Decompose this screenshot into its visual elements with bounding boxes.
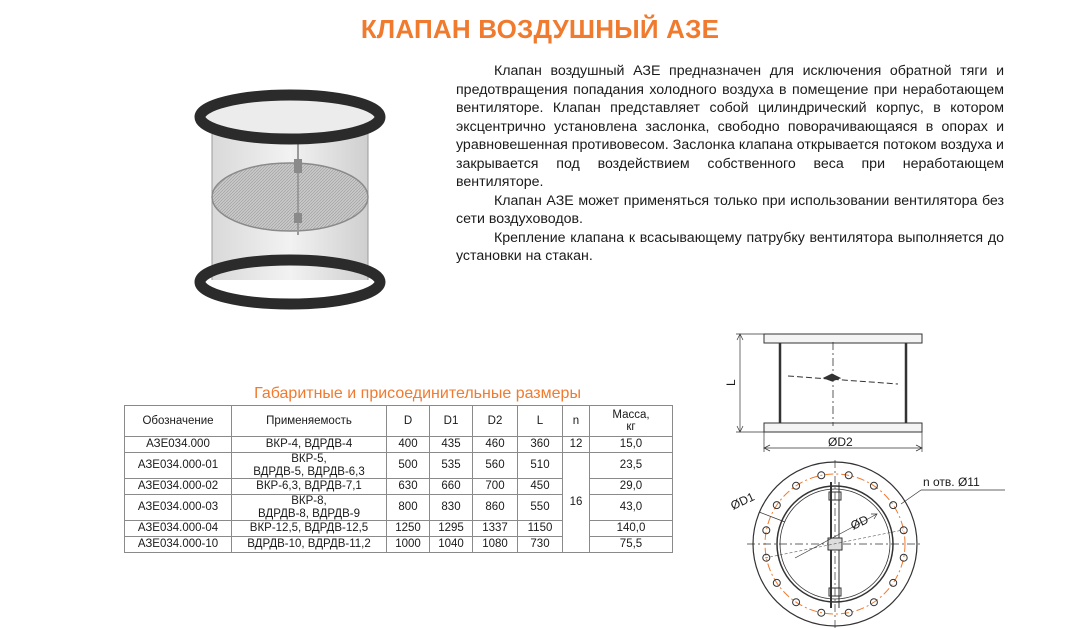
cell-d1: 1295	[430, 521, 473, 537]
cell-designation: АЗЕ034.000-03	[125, 495, 232, 521]
description-paragraph: Крепление клапана к всасывающему патрубку вентилятора выполняется до установки на стакан.	[456, 229, 1004, 264]
valve-photo	[190, 85, 390, 310]
cell-usage: ВКР-4, ВДРДВ-4	[232, 437, 387, 453]
cell-d2: 700	[473, 479, 518, 495]
mass-header-line: кг	[626, 421, 636, 433]
cell-l: 450	[518, 479, 563, 495]
cell-designation: АЗЕ034.000-04	[125, 521, 232, 537]
label-holes: n отв. Ø11	[923, 475, 980, 489]
cell-d1: 660	[430, 479, 473, 495]
cell-n: 12	[563, 437, 590, 453]
cell-designation: АЗЕ034.000-02	[125, 479, 232, 495]
cell-d: 400	[387, 437, 430, 453]
cell-d: 500	[387, 453, 430, 479]
cell-l: 1150	[518, 521, 563, 537]
label-l: L	[724, 379, 738, 386]
cell-usage: ВКР-6,3, ВДРДВ-7,1	[232, 479, 387, 495]
usage-line: ВКР-5,	[291, 453, 327, 465]
cell-mass: 43,0	[590, 495, 673, 521]
cell-mass: 29,0	[590, 479, 673, 495]
cell-l: 510	[518, 453, 563, 479]
cell-l: 360	[518, 437, 563, 453]
description	[456, 62, 1004, 266]
col-l: L	[518, 406, 563, 437]
front-view-drawing	[725, 458, 1020, 628]
cell-n-merged: 16	[563, 453, 590, 553]
col-d1: D1	[430, 406, 473, 437]
description-paragraph: Клапан воздушный АЗЕ предназначен для исключения обратной тяги и предотвращения попадания холодного воздуха в помещение при неработающем вентиляторе. Клапан представляет собой цилиндрический корпус, в котором эксцентрично установлена заслонка, свободно поворачивающаяся в опорах и уравновешенная противовесом. Заслонка клапана открывается потоком воздуха и закрывается под воздействием собственного веса при неработающем вентиляторе.	[456, 63, 1004, 190]
cell-l: 550	[518, 495, 563, 521]
table-row	[125, 537, 673, 553]
col-usage: Применяемость	[232, 406, 387, 437]
col-mass	[590, 406, 673, 437]
table-row	[125, 479, 673, 495]
cell-d1: 1040	[430, 537, 473, 553]
label-d: ØD	[848, 512, 871, 533]
cell-d2: 460	[473, 437, 518, 453]
bolt-hole	[890, 502, 897, 509]
cell-d2: 1337	[473, 521, 518, 537]
cell-d1: 435	[430, 437, 473, 453]
cell-d2: 1080	[473, 537, 518, 553]
cell-usage	[232, 495, 387, 521]
cell-d: 1000	[387, 537, 430, 553]
cell-usage	[232, 453, 387, 479]
table-row	[125, 521, 673, 537]
cell-designation: АЗЕ034.000	[125, 437, 232, 453]
label-d2: ØD2	[828, 435, 853, 449]
table-row	[125, 495, 673, 521]
side-view-drawing	[712, 322, 942, 460]
cell-designation: АЗЕ034.000-01	[125, 453, 232, 479]
page-title: КЛАПАН ВОЗДУШНЫЙ АЗЕ	[360, 14, 720, 44]
cell-usage: ВДРДВ-10, ВДРДВ-11,2	[232, 537, 387, 553]
cell-designation: АЗЕ034.000-10	[125, 537, 232, 553]
cell-mass: 23,5	[590, 453, 673, 479]
table-row	[125, 453, 673, 479]
cell-d: 1250	[387, 521, 430, 537]
col-designation: Обозначение	[125, 406, 232, 437]
dimensions-table	[124, 405, 673, 553]
table-title: Габаритные и присоединительные размеры	[254, 385, 581, 402]
cell-d2: 560	[473, 453, 518, 479]
bolt-hole	[890, 579, 897, 586]
description-paragraph: Клапан АЗЕ может применяться только при использовании вентилятора без сети воздуховодов.	[456, 192, 1004, 227]
table-header-row	[125, 406, 673, 437]
label-d1: ØD1	[728, 489, 757, 513]
cell-mass: 75,5	[590, 537, 673, 553]
cell-d: 800	[387, 495, 430, 521]
cell-d2: 860	[473, 495, 518, 521]
cell-d1: 535	[430, 453, 473, 479]
col-n: n	[563, 406, 590, 437]
cell-d: 630	[387, 479, 430, 495]
mass-header-line: Масса,	[612, 408, 650, 421]
cell-mass: 15,0	[590, 437, 673, 453]
table-row	[125, 437, 673, 453]
usage-line: ВДРДВ-8, ВДРДВ-9	[258, 507, 360, 520]
col-d: D	[387, 406, 430, 437]
usage-line: ВКР-8,	[291, 495, 327, 507]
cell-l: 730	[518, 537, 563, 553]
cell-d1: 830	[430, 495, 473, 521]
usage-line: ВДРДВ-5, ВДРДВ-6,3	[253, 465, 365, 478]
cell-usage: ВКР-12,5, ВДРДВ-12,5	[232, 521, 387, 537]
col-d2: D2	[473, 406, 518, 437]
cell-mass: 140,0	[590, 521, 673, 537]
